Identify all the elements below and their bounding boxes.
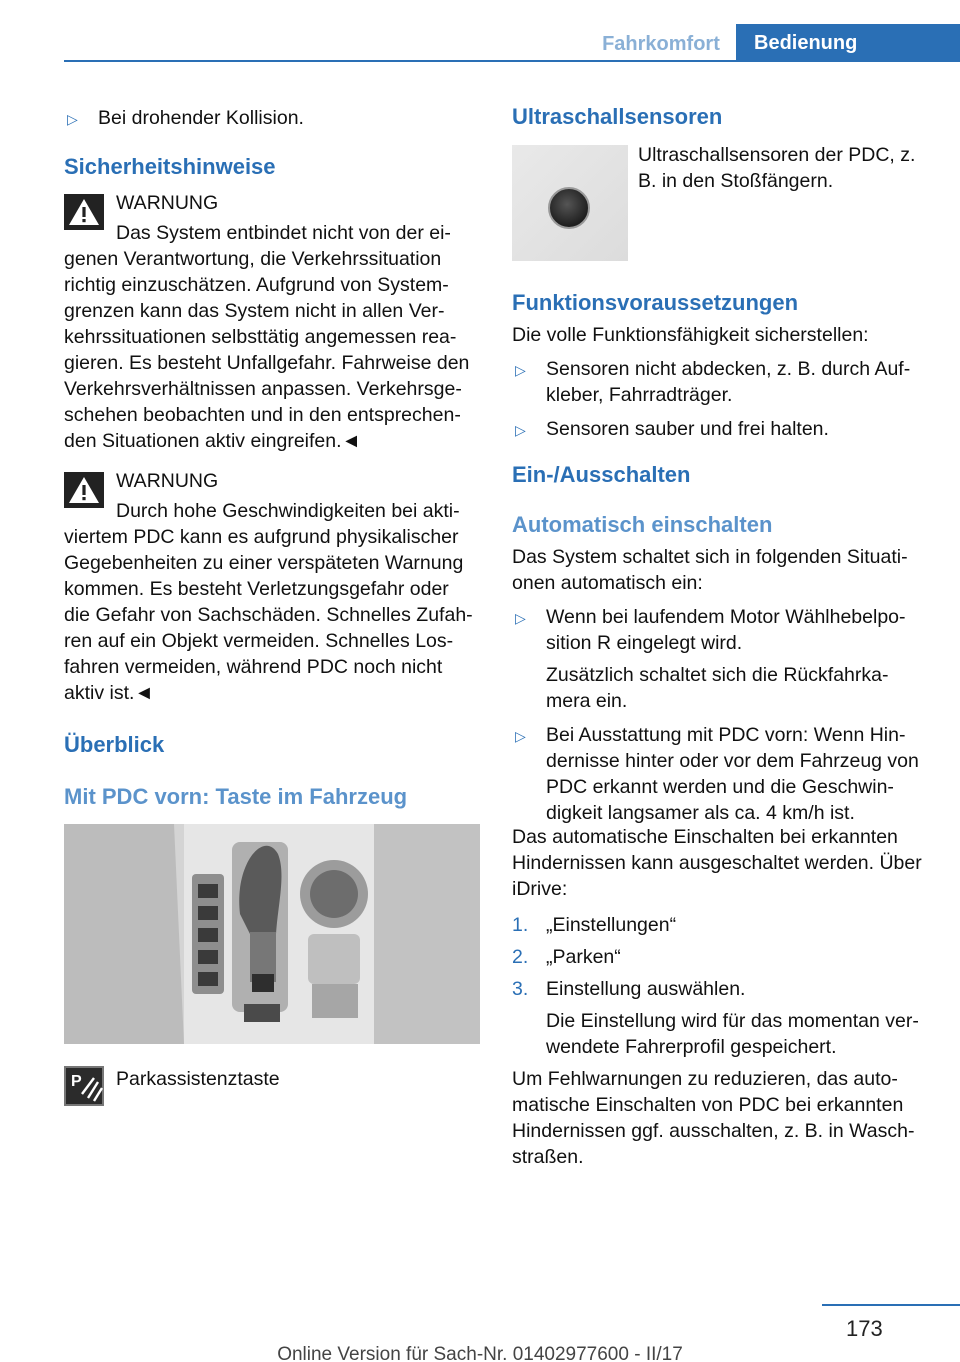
triangle-bullet-icon: ▷ xyxy=(515,610,526,626)
sensor-description: Ultraschallsensoren der PDC, z. B. in den Stoßfängern. xyxy=(638,144,916,192)
warning-title: WARNUNG xyxy=(116,192,219,214)
parking-assist-caption: Parkassistenztaste xyxy=(116,1068,280,1090)
triangle-bullet-icon: ▷ xyxy=(515,422,526,438)
warning-text: viertem PDC kann es aufgrund physikalischer Gegebenheiten zu einer verspäteten Warnung kommen. Es besteht Verletzungsgefahr oder die Gefahr von Sachschäden. Schnelles Zufah-ren auf ein Objekt vermeiden. Schnelles Los-fahren vermeiden, während PDC noch nicht aktiv ist.◄ xyxy=(64,526,473,704)
triangle-bullet-icon: ▷ xyxy=(67,111,78,127)
requirements-intro: Die volle Funktionsfähigkeit sicherstellen: xyxy=(512,324,869,346)
step-number: 1. xyxy=(512,914,529,936)
requirements-list xyxy=(512,356,927,442)
warning-text: genen Verantwortung, die Verkehrssituation richtig einzuschätzen. Aufgrund von System-grenzen kann das System nicht in allen Ver-kehrssituationen selbsttätig angemessen rea-gieren. Es besteht Unfallgefahr. Fahrweise den Verkehrsverhältnissen anpassen. Verkehrsge-schehen beobachten und in den entsprechen-den Situationen aktiv eingreifen.◄ xyxy=(64,248,470,452)
triangle-bullet-icon: ▷ xyxy=(515,728,526,744)
step-text: „Einstellungen“ xyxy=(546,914,677,936)
warning-text-first-line: Das System entbindet nicht von der ei- xyxy=(116,222,451,244)
step-number: 3. xyxy=(512,978,529,1000)
step-number: 2. xyxy=(512,946,529,968)
list-item xyxy=(512,356,927,408)
list-item xyxy=(512,416,927,442)
header-section-tab: Bedienung xyxy=(736,24,960,62)
heading-ultrasonic: Ultraschallsensoren xyxy=(512,104,723,129)
center-console-illustration xyxy=(64,824,480,1044)
step-text: Einstellung auswählen. xyxy=(546,978,746,1000)
warning-text-first-line: Durch hohe Geschwindigkeiten bei akti- xyxy=(116,500,460,522)
idrive-steps xyxy=(512,912,927,1060)
list-item-text: Sensoren nicht abdecken, z. B. durch Auf-kleber, Fahrradträger. xyxy=(546,358,911,406)
step-item xyxy=(512,944,927,970)
triangle-bullet-icon: ▷ xyxy=(515,362,526,378)
online-version-text: Online Version für Sach-Nr. 01402977600 - II/17 xyxy=(277,1344,683,1362)
footer-rule xyxy=(822,1304,960,1306)
auto-on-intro: Das System schaltet sich in folgenden Situati-onen automatisch ein: xyxy=(512,546,908,594)
list-item-text: Bei Ausstattung mit PDC vorn: Wenn Hin-dernisse hinter oder vor dem Fahrzeug von PDC erkannt werden und die Geschwin-digkeit langsamer als ca. 4 km/h ist. xyxy=(546,724,919,824)
bullet-collision xyxy=(64,105,480,131)
step-item xyxy=(512,976,927,1060)
auto-off-text: Das automatische Einschalten bei erkannten Hindernissen kann ausgeschaltet werden. Über iDrive: xyxy=(512,826,922,900)
list-item-note: Zusätzlich schaltet sich die Rückfahrka-mera ein. xyxy=(546,664,889,712)
ultrasonic-sensor-image xyxy=(512,145,628,261)
heading-auto-on: Automatisch einschalten xyxy=(512,512,773,537)
step-text: „Parken“ xyxy=(546,946,621,968)
final-text: Um Fehlwarnungen zu reduzieren, das auto-matische Einschalten von PDC bei erkannten Hindernissen ggf. ausschalten, z. B. in Wasch-straßen. xyxy=(512,1068,915,1168)
warning-title: WARNUNG xyxy=(116,470,219,492)
warning-icon xyxy=(64,472,104,508)
heading-on-off: Ein-/Ausschalten xyxy=(512,462,691,487)
parking-assist-row xyxy=(64,1066,480,1110)
page-number: 173 xyxy=(846,1316,883,1341)
list-item xyxy=(512,604,927,714)
step-item xyxy=(512,912,927,938)
heading-safety: Sicherheitshinweise xyxy=(64,154,276,179)
warning-block-2 xyxy=(64,468,480,706)
heading-pdc-front: Mit PDC vorn: Taste im Fahrzeug xyxy=(64,784,408,809)
heading-overview: Überblick xyxy=(64,732,165,757)
list-item xyxy=(512,722,927,826)
auto-on-list xyxy=(512,604,927,826)
p-glyph: P xyxy=(71,1073,82,1090)
warning-block-1 xyxy=(64,190,480,454)
sensor-dot xyxy=(548,187,590,229)
center-console-image xyxy=(64,824,480,1044)
list-item-text: Wenn bei laufendem Motor Wählhebelpo-sition R eingelegt wird. xyxy=(546,606,906,654)
header-chapter-tab: Fahrkomfort xyxy=(602,33,720,55)
list-item-text: Sensoren sauber und frei halten. xyxy=(546,418,829,440)
step-note: Die Einstellung wird für das momentan ver-wendete Fahrerprofil gespeichert. xyxy=(546,1010,919,1058)
heading-requirements: Funktionsvoraussetzungen xyxy=(512,290,799,315)
warning-icon xyxy=(64,194,104,230)
bullet-text: Bei drohender Kollision. xyxy=(98,107,304,129)
header-rule xyxy=(64,60,960,62)
